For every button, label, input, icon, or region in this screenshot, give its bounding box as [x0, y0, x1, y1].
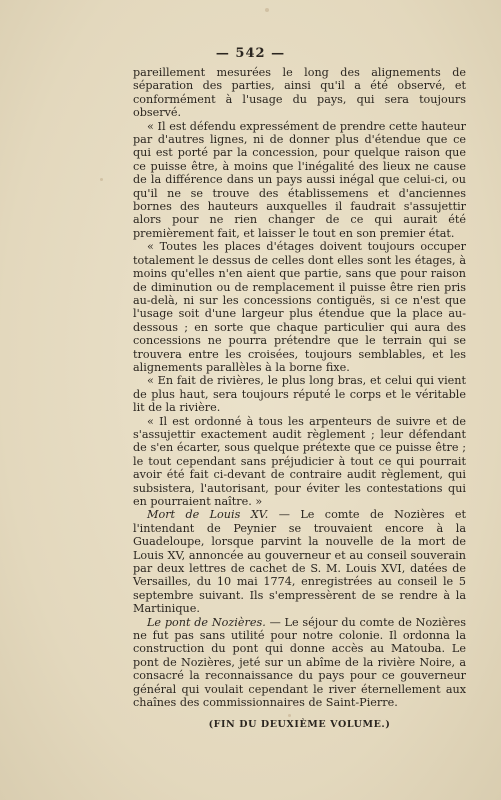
- paragraph-regulation-rivers: « En fait de rivières, le plus long bras, et celui qui vient de plus haut, sera toujours réputé le corps et le véritable lit de la rivière.: [133, 374, 466, 415]
- section-heading: Mort de Louis XV.: [147, 508, 269, 522]
- section-heading: Le pont de Nozières.: [147, 615, 266, 629]
- paragraph-regulation-surveyors: « Il est ordonné à tous les arpenteurs de suivre et de s'assujettir exactement audit règlement ; leur défendant de s'en écarter, sous quelque prétexte que ce puisse être ; le tout cependant sans préjudicier à tout ce qui pourrait avoir été fait ci-devant de contraire audit règlement, qui subsistera, l'autorisant, pour éviter les contestations qui en pourraient naître. »: [133, 414, 466, 508]
- end-of-volume-note: (FIN DU DEUXIÈME VOLUME.): [208, 718, 391, 730]
- body-text: [133, 66, 466, 731]
- paragraph-pont-nozieres: [133, 616, 466, 710]
- paper-stain: [100, 178, 103, 181]
- paragraph-regulation-heights: « Il est défendu expressément de prendre cette hauteur par d'autres lignes, ni de donner plus d'étendue que ce qui est porté par la concession, pour quelque raison que ce puisse être, à moins que l'inégalité des lieux ne cause de la différence dans un pays aussi inégal que celui-ci, ou qu'il ne se trouve des établissemens et d'anciennes bornes des hauteurs auxquelles il faudrait s'assujettir alors pour ne rien changer de ce qui aurait été premièrement fait, et laisser le tout en son premier état.: [133, 119, 466, 240]
- page-number: — 542 —: [215, 46, 286, 61]
- paragraph-text: — Le séjour du comte de Nozières ne fut pas sans utilité pour notre colonie. Il ordonna la construction du pont qui donne accès au Matouba. Le pont de Nozières, jeté sur un abîme de la rivière Noire, a consacré la reconnaissance du pays pour ce gouverneur général qui voulait cependant le river éternellement aux chaînes des commissionnaires de Saint-Pierre.: [133, 615, 466, 710]
- paper-stain: [265, 8, 269, 12]
- paragraph-text: — Le comte de Nozières et l'intendant de Peynier se trouvaient encore à la Guadeloupe, lorsque parvint la nouvelle de la mort de Louis XV, annoncée au gouverneur et au conseil souverain par deux lettres de cachet de S. M. Louis XVI, datées de Versailles, du 10 mai 1774, enregistrées au conseil le 5 septembre suivant. Ils s'empressèrent de se rendre à la Martinique.: [133, 508, 466, 616]
- paragraph-regulation-stages: « Toutes les places d'étages doivent toujours occuper totalement le dessus de celles dont elles sont les étages, à moins qu'elles n'en aient que partie, sans que pour raison de diminution ou de remplacement il puisse être rien pris au-delà, ni sur les concessions contiguës, si ce n'est que l'usage soit d'une largeur plus étendue que la place au-dessous ; en sorte que chaque particulier qui aura des concessions ne pourra prétendre que le terrain qui se trouvera entre les croisées, toujours semblables, et les alignements parallèles à la borne fixe.: [133, 240, 466, 374]
- paragraph-death-louis-xv: [133, 508, 466, 615]
- paragraph-continuation: pareillement mesurées le long des alignements de séparation des parties, ainsi qu'il a été observé, et conformément à l'usage du pays, qui sera toujours observé.: [133, 66, 466, 120]
